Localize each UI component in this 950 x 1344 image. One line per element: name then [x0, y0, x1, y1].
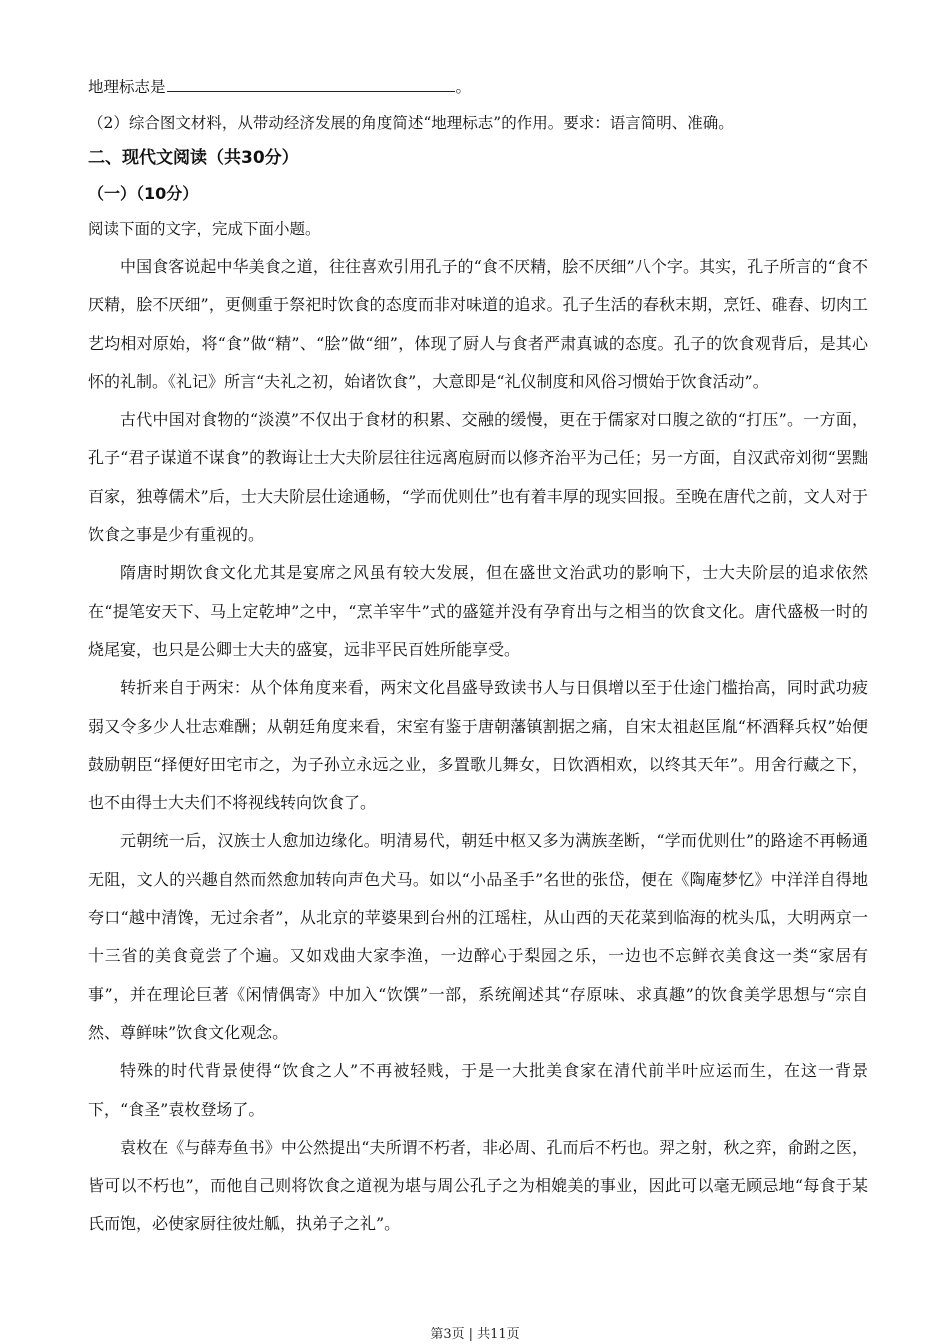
page-footer: 第3页 | 共11页: [430, 1327, 520, 1342]
question-2: （2）综合图文材料，从带动经济发展的角度简述“地理标志”的作用。要求：语言简明、准确。: [88, 114, 734, 132]
passage-paragraph: 中国食客说起中华美食之道，往往喜欢引用孔子的“食不厌精，脍不厌细”八个字。其实，孔子所言的“食不厌精，脍不厌细”，更侧重于祭祀时饮食的态度而非对味道的追求。孔子生活的春秋末期，烹饪、碓舂、切肉工艺均相对原始，将“食”做“精”、“脍”做“细”，体现了厨人与食者严肃真诚的态度。孔子的饮食观背后，是其心怀的礼制。《礼记》所言“夫礼之初，始诸饮食”，大意即是“礼仪制度和风俗习惯始于饮食活动”。: [88, 257, 868, 391]
page-total: 共11页: [477, 1327, 520, 1342]
passage-paragraph: 袁枚在《与薛寿鱼书》中公然提出“夫所谓不朽者，非必周、孔而后不朽也。羿之射，秋之弈，俞跗之医，皆可以不朽也”，而他自己则将饮食之道视为堪与周公孔子之为相媲美的事业，因此可以毫无顾忌地“每食于某氏而饱，必使家厨往彼灶觚，执弟子之礼”。: [88, 1137, 868, 1234]
question-1-answer-line: [88, 76, 471, 97]
reading-instruction: 阅读下面的文字，完成下面小题。: [88, 220, 321, 238]
passage-paragraph: 古代中国对食物的“淡漠”不仅出于食材的积累、交融的缓慢，更在于儒家对口腹之欲的“打压”。一方面，孔子“君子谋道不谋食”的教诲让士大夫阶层往往远离庖厨而以修齐治平为己任；另一方面，自汉武帝刘彻“罢黜百家，独尊儒术”后，士大夫阶层仕途通畅，“学而优则仕”也有着丰厚的现实回报。至晚在唐代之前，文人对于饮食之事是少有重视的。: [88, 410, 868, 545]
passage-paragraph: 元朝统一后，汉族士人愈加边缘化。明清易代，朝廷中枢又多为满族垄断，“学而优则仕”的路途不再畅通无阻，文人的兴趣自然而然愈加转向声色犬马。如以“小品圣手”名世的张岱，便在《陶庵梦忆》中洋洋自得地夸口“越中清馋，无过余者”，从北京的苹婆果到台州的江瑶柱，从山西的天花菜到临海的枕头瓜，大明两京一十三省的美食竟尝了个遍。又如戏曲大家李渔，一边醉心于梨园之乐，一边也不忘鲜衣美食这一类“家居有事”，并在理论巨著《闲情偶寄》中加入“饮馔”一部，系统阐述其“存原味、求真趣”的饮食美学思想与“宗自然、尊鲜味”饮食文化观念。: [88, 831, 868, 1042]
page-number: 第3页: [430, 1327, 465, 1342]
question-1-end: 。: [455, 78, 472, 96]
answer-blank[interactable]: [167, 76, 455, 92]
reading-passage: [88, 248, 868, 1244]
passage-paragraph: 特殊的时代背景使得“饮食之人”不再被轻贱，于是一大批美食家在清代前半叶应运而生，在这一背景下，“食圣”袁枚登场了。: [88, 1061, 868, 1119]
section-title: 二、现代文阅读（共30分）: [88, 148, 299, 168]
subsection-title: （一）（10分）: [88, 184, 199, 203]
passage-paragraph: 转折来自于两宋：从个体角度来看，两宋文化昌盛导致读书人与日俱增以至于仕途门槛抬高，同时武功疲弱又令多少人壮志难酬；从朝廷角度来看，宋室有鉴于唐朝藩镇割据之痛，自宋太祖赵匡胤“杯酒释兵权”始便鼓励朝臣“择便好田宅市之，为子孙立永远之业，多置歌儿舞女，日饮酒相欢，以终其天年”。用舍行藏之下，也不由得士大夫们不将视线转向饮食了。: [88, 678, 868, 813]
question-1-label: 地理标志是: [88, 78, 166, 96]
passage-paragraph: 隋唐时期饮食文化尤其是宴席之风虽有较大发展，但在盛世文治武功的影响下，士大夫阶层的追求依然在“提笔安天下、马上定乾坤”之中，“烹羊宰牛”式的盛筵并没有孕育出与之相当的饮食文化。唐代盛极一时的烧尾宴，也只是公卿士大夫的盛宴，远非平民百姓所能享受。: [88, 563, 868, 659]
